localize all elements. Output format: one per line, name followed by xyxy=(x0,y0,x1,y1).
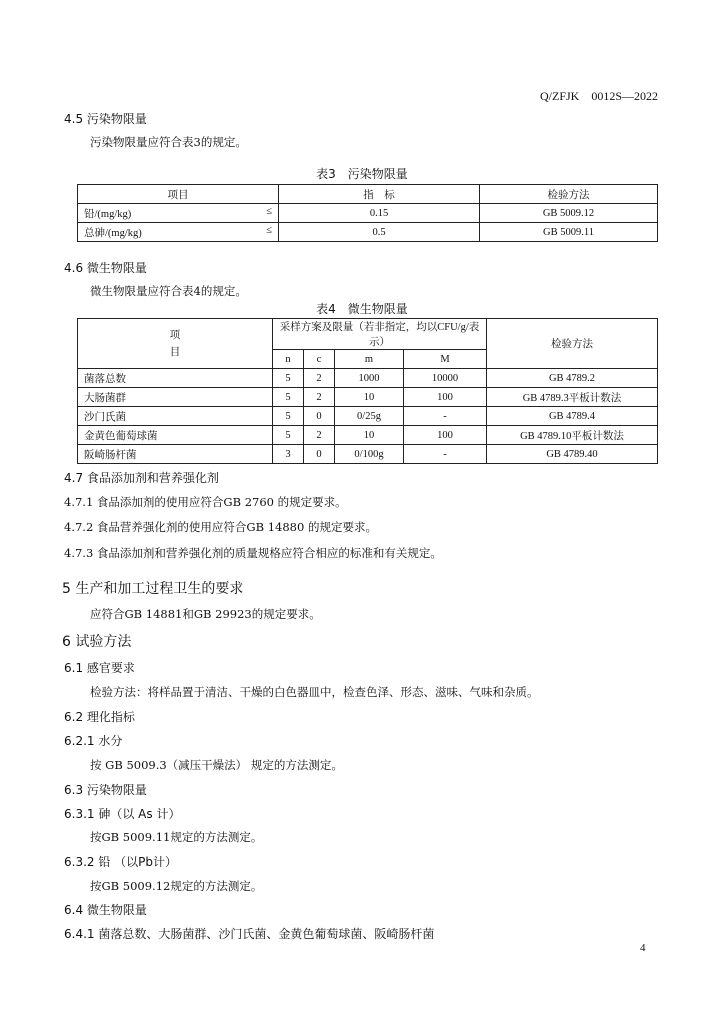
table4-cell-m: 10 xyxy=(335,426,404,445)
section-4-5-text: 污染物限量应符合表3的规定。 xyxy=(90,135,247,149)
table4-cell-method: GB 4789.2 xyxy=(487,369,658,388)
table3 xyxy=(77,184,658,242)
section-4-7-3: 4.7.3 食品添加剂和营养强化剂的质量规格应符合相应的标准和有关规定。 xyxy=(64,546,442,560)
section-5-title: 5 生产和加工过程卫生的要求 xyxy=(62,581,244,597)
table4-cell-method: GB 4789.10平板计数法 xyxy=(487,426,658,445)
section-6-2-1-title: 6.2.1 水分 xyxy=(64,734,123,748)
section-4-7-title: 4.7 食品添加剂和营养强化剂 xyxy=(64,471,219,485)
table4-cell-method: GB 4789.3平板计数法 xyxy=(487,388,658,407)
table3-header-value: 指 标 xyxy=(279,185,480,204)
table3-header-item: 项目 xyxy=(78,185,279,204)
table4-cell-n: 5 xyxy=(273,407,304,426)
table4-subheader-m: m xyxy=(335,350,404,369)
section-6-3-1-text: 按GB 5009.11规定的方法测定。 xyxy=(90,830,263,844)
table4-cell-item: 金黄色葡萄球菌 xyxy=(78,426,273,445)
table3-cell-op: ≤ xyxy=(266,224,272,236)
section-6-1-title: 6.1 感官要求 xyxy=(64,661,135,675)
section-6-2-1-text: 按 GB 5009.3（减压干燥法） 规定的方法测定。 xyxy=(90,758,343,772)
table4-cell-m: 0/100g xyxy=(335,445,404,464)
table4-cell-n: 5 xyxy=(273,388,304,407)
table3-header-method: 检验方法 xyxy=(480,185,658,204)
section-6-title: 6 试验方法 xyxy=(62,634,132,650)
table4-header-item: 项 目 xyxy=(78,319,273,369)
table4-header-plan: 采样方案及限量（若非指定，均以CFU/g/表示） xyxy=(273,319,487,350)
document-code: Q/ZFJK 0012S—2022 xyxy=(539,89,658,103)
table-row xyxy=(78,407,658,426)
table-row xyxy=(78,445,658,464)
section-4-5-title: 4.5 污染物限量 xyxy=(64,112,147,126)
table4-cell-item: 大肠菌群 xyxy=(78,388,273,407)
section-6-3-2-text: 按GB 5009.12规定的方法测定。 xyxy=(90,879,263,893)
table4-cell-M: - xyxy=(404,445,487,464)
section-6-3-1-title: 6.3.1 砷（以 As 计） xyxy=(64,807,181,821)
table4-cell-c: 2 xyxy=(304,369,335,388)
table4-cell-m: 1000 xyxy=(335,369,404,388)
table4-subheader-n: n xyxy=(273,350,304,369)
table4-cell-c: 2 xyxy=(304,426,335,445)
table-row xyxy=(78,369,658,388)
table4-cell-method: GB 4789.4 xyxy=(487,407,658,426)
table3-caption: 表3 污染物限量 xyxy=(316,167,408,181)
section-4-7-1: 4.7.1 食品添加剂的使用应符合GB 2760 的规定要求。 xyxy=(64,495,347,509)
page-number: 4 xyxy=(640,942,646,954)
section-6-2-title: 6.2 理化指标 xyxy=(64,710,135,724)
table-row xyxy=(78,204,658,223)
table3-cell-op: ≤ xyxy=(266,205,272,217)
table4 xyxy=(77,318,658,464)
table4-subheader-M: M xyxy=(404,350,487,369)
section-6-1-text: 检验方法：将样品置于清洁、干燥的白色器皿中，检查色泽、形态、滋味、气味和杂质。 xyxy=(90,685,539,699)
table4-cell-M: 100 xyxy=(404,426,487,445)
table4-cell-M: - xyxy=(404,407,487,426)
table4-cell-m: 10 xyxy=(335,388,404,407)
table3-cell-method: GB 5009.11 xyxy=(480,223,658,242)
section-6-4-1-title: 6.4.1 菌落总数、大肠菌群、沙门氏菌、金黄色葡萄球菌、阪崎肠杆菌 xyxy=(64,927,435,941)
table4-cell-item: 沙门氏菌 xyxy=(78,407,273,426)
table3-cell-method: GB 5009.12 xyxy=(480,204,658,223)
table-row xyxy=(78,223,658,242)
table4-caption: 表4 微生物限量 xyxy=(316,302,408,316)
table4-header-method: 检验方法 xyxy=(487,319,658,369)
table4-cell-c: 2 xyxy=(304,388,335,407)
section-4-6-text: 微生物限量应符合表4的规定。 xyxy=(90,284,247,298)
table3-cell-value: 0.15 xyxy=(279,204,480,223)
table4-subheader-c: c xyxy=(304,350,335,369)
table3-cell-value: 0.5 xyxy=(279,223,480,242)
table4-cell-method: GB 4789.40 xyxy=(487,445,658,464)
table4-cell-c: 0 xyxy=(304,445,335,464)
section-4-7-2: 4.7.2 食品营养强化剂的使用应符合GB 14880 的规定要求。 xyxy=(64,520,377,534)
table4-cell-n: 5 xyxy=(273,426,304,445)
table4-cell-M: 10000 xyxy=(404,369,487,388)
section-6-3-title: 6.3 污染物限量 xyxy=(64,783,147,797)
section-5-text: 应符合GB 14881和GB 29923的规定要求。 xyxy=(90,607,321,621)
table-row xyxy=(78,426,658,445)
table4-cell-m: 0/25g xyxy=(335,407,404,426)
table4-cell-n: 5 xyxy=(273,369,304,388)
table-row xyxy=(78,388,658,407)
section-6-3-2-title: 6.3.2 铅 （以Pb计） xyxy=(64,855,178,869)
table4-cell-item: 菌落总数 xyxy=(78,369,273,388)
table4-cell-M: 100 xyxy=(404,388,487,407)
table4-cell-n: 3 xyxy=(273,445,304,464)
table4-cell-c: 0 xyxy=(304,407,335,426)
table4-cell-item: 阪崎肠杆菌 xyxy=(78,445,273,464)
table3-cell-item: 总砷/(mg/kg) xyxy=(84,227,142,239)
section-6-4-title: 6.4 微生物限量 xyxy=(64,903,147,917)
table3-cell-item: 铅/(mg/kg) xyxy=(84,208,132,220)
section-4-6-title: 4.6 微生物限量 xyxy=(64,261,147,275)
